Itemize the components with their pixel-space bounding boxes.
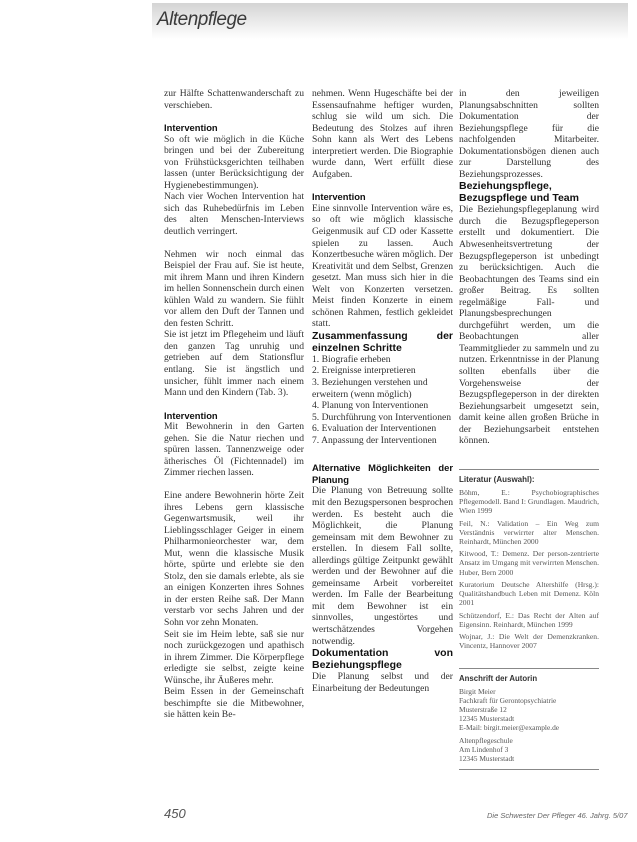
paragraph: zur Hälfte Schattenwanderschaft zu verschieben.	[164, 88, 304, 111]
paragraph: nehmen. Wenn Hugeschäfte bei der Essensaufnahme heftiger wurden, schlug sie wild um sich. Die Bedeutung des Stolzes auf ihren Sohn kann als Wert des Lebens interpretiert werden. Die Biographie wurde dann, Wert erfüllt diese Aufgaben.	[312, 88, 453, 180]
section-heading-team: Beziehungspflege, Bezugspflege und Team	[459, 180, 579, 205]
section-title: Altenpflege	[157, 9, 247, 30]
steps-list	[312, 354, 453, 446]
paragraph: Nehmen wir noch einmal das Beispiel der Frau auf. Sie ist heute, mit ihrem Mann und ihren Kindern im hellen Sonnenschein durch einen kühlen Wald zu wandern. Sie fühlt vor allem den Duft der Tannen und den festen Schritt.	[164, 248, 304, 329]
page-number: 450	[164, 806, 186, 821]
subheading: Intervention	[312, 191, 366, 203]
list-item: 5. Durchführung von Interventionen	[312, 411, 452, 423]
reference-item: Kuratorium Deutsche Altershilfe (Hrsg.): Qualitätshandbuch Leben mit Demenz. Köln 2001	[459, 579, 599, 608]
list-item: 4. Planung von Interventionen	[312, 400, 429, 412]
reference-item: Feil, N.: Validation – Ein Weg zum Verständnis verwirrter alter Menschen. Reinhardt, München 2000	[459, 518, 599, 547]
paragraph: Seit sie im Heim lebte, saß sie nur noch zurückgezogen und apathisch in ihrem Zimmer. Die Körperpflege erledigte sie selbst, zeigte keine Wünsche, ihr Äußeres mehr.	[164, 628, 304, 686]
reference-item: Böhm, E.: Psychobiographisches Pflegemodell. Band I: Grundlagen. Maudrich, Wien 1999	[459, 488, 599, 516]
paragraph: Beim Essen in der Gemeinschaft beschimpfte sie die Mitbewohner, sie hätten kein Be-	[164, 686, 304, 721]
reference-item: Schützendorf, E.: Das Recht der Alten auf Eigensinn. Reinhardt, München 1999	[459, 610, 599, 629]
list-item: 6. Evaluation der Interventionen	[312, 423, 437, 435]
paragraph: So oft wie möglich in die Küche bringen und bei der Zubereitung von Frühstücksgerichten teilhaben lassen (unter Berücksichtigung der Hygienebestimmungen).	[164, 133, 304, 191]
subheading: Intervention	[164, 122, 218, 134]
list-item: 1. Biografie erheben	[312, 353, 391, 365]
paragraph: Eine sinnvolle Intervention wäre es, so oft wie möglich klassische Geigenmusik auf CD oder Kassette spielen zu lassen. Auch Konzertbesuche wären möglich. Der Kreativität und dem Selbst, Grenzen gesetzt. Man muss sich hier in die Welt von Konzerten versetzen. Meist finden Konzerte in einem schönen Rahmen, festlich gekleidet statt.	[312, 202, 453, 330]
author-line: Birgit Meier	[459, 687, 496, 697]
subheading: Alternative Möglichkeiten der Planung	[312, 462, 453, 485]
column-1	[164, 88, 304, 721]
reference-item: Wojnar, J.: Die Welt der Demenzkranken. Vincentz, Hannover 2007	[459, 631, 599, 651]
column-2	[312, 88, 453, 694]
author-line: E-Mail: birgit.meier@example.de	[459, 723, 560, 733]
footer-source: Die Schwester Der Pfleger 46. Jahrg. 5/07	[487, 811, 628, 820]
paragraph: Nach vier Wochen Intervention hat sich das Ruhebedürfnis im Leben des alten Menschen-Interviews deutlich verringert.	[164, 191, 304, 238]
author-line: Fachkraft für Gerontopsychiatrie	[459, 696, 557, 706]
column-3	[459, 88, 599, 770]
paragraph: Mit Bewohnerin in den Garten gehen. Sie die Natur riechen und spüren lassen. Tannenzweige oder ätherisches Öl (Fichtennadel) im Zimmer riechen lassen.	[164, 421, 304, 479]
reference-item: Kitwood, T.: Demenz. Der person-zentrierte Ansatz im Umgang mit verwirrten Menschen. Huber, Bern 2000	[459, 549, 599, 577]
author-line: Musterstraße 12	[459, 705, 507, 715]
author-line: Altenpflegeschule	[459, 736, 513, 746]
paragraph: Die Planung von Betreuung sollte mit den Bezugspersonen besprochen werden. Es besteht auch die Möglichkeit, die Planung gemeinsam mit dem Bewohner zu erstellen. In diesem Fall sollte, allerdings gültige Zeitpunkt gewählt werden und der Bewohner auf die gemeinsame Arbeit vorbereitet werden. Im Falle der Bearbeitung mit dem Bewohner ist ein sinnvolles, ungestörtes und wertschätzendes Vorgehen notwendig.	[312, 485, 453, 647]
author-box	[459, 668, 599, 770]
references	[459, 469, 599, 650]
list-item: 7. Anpassung der Interventionen	[312, 434, 437, 446]
section-heading-summary: Zusammenfassung der einzelnen Schritte	[312, 329, 453, 354]
author-line: 12345 Musterstadt	[459, 754, 515, 764]
paragraph: Die Planung selbst und der Einarbeitung der Bedeutungen	[312, 671, 453, 694]
paragraph: Sie ist jetzt im Pflegeheim und läuft den ganzen Tag unruhig und getrieben auf dem Stationsflur entlang. Sie ist ängstlich und unsicher, fühlt immer nach einem Mann und den Kindern (Tab. 3).	[164, 329, 304, 399]
paragraph: in den jeweiligen Planungsabschnitten sollten Dokumentation der Beziehungspflege für die nachfolgenden Mitarbeiter. Dokumentationsbögen dienen auch zur Darstellung des Beziehungsprozesses.	[459, 88, 599, 180]
author-line: Am Lindenhof 3	[459, 745, 509, 755]
section-heading-documentation: Dokumentation von Beziehungspflege	[312, 647, 453, 672]
paragraph: Die Beziehungspflegeplanung wird durch die Bezugspflegeperson erstellt und dokumentiert. Die Abwesenheitsvertretung der Bezugspflegeperson ist unbedingt zu berücksichtigen. Auch die Beobachtungen des Teams sind ein großer Beitrag. Es sollten regelmäßige Fall- und Planungsbesprechungen durchgeführt werden, um die Beobachtungen aller Teammitglieder zu sammeln und zu nutzen. Erkenntnisse in der Planung sollten ebenfalls über die Vorgehensweise der Bezugspflegeperson in der direkten Beziehungsarbeit umgesetzt sein, damit keine allen großen Brüche in der Beziehungsarbeit entstehen können.	[459, 204, 599, 447]
list-item: 2. Ereignisse interpretieren	[312, 365, 416, 377]
subheading: Intervention	[164, 409, 218, 421]
author-line: 12345 Musterstadt	[459, 714, 515, 724]
paragraph: Eine andere Bewohnerin hörte Zeit ihres Lebens gern klassische Gegenwartsmusik, weil ihr Lieblingsschlager Geiger in einem Philharmonieorchester war, dem Mut, wenn die klassische Musik hörte, spürte und erlebte sie den Stolz, den sie damals erlebte, als sie an einigen Konzerten ihres Sohnes in der ersten Reihe saß. Der Mann verstarb vor sechs Jahren und der Sohn vor zehn Monaten.	[164, 489, 304, 628]
list-item: 3. Beziehungen verstehen und erweitern (wenn möglich)	[312, 377, 428, 400]
references-heading: Literatur (Auswahl):	[459, 474, 535, 484]
author-heading: Anschrift der Autorin	[459, 674, 538, 684]
